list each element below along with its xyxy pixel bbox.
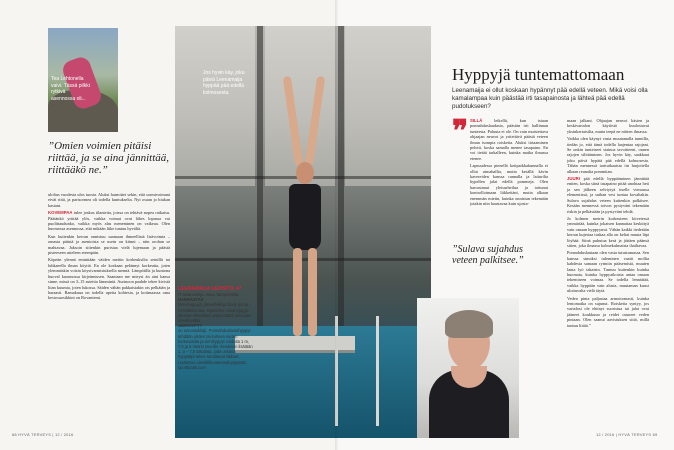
body-paragraph: Lapsuudessa pienellä kotipaikkakunnalla ei ollut uimahallia, mutta kesällä kävin kavereiden kanssa rannalla ja laiturilta hypellen jalat edellä pommeja. Olen harrastanut yleisurheilua ja tottunut kontrolloimaan liikkeitäni, mutta alkaan enemmän mietin, kuinka onnistun tekemään jotakin niin haastavaa kuin ujosta-: [470, 163, 548, 207]
diver-figure: [269, 76, 339, 338]
body-paragraph: Kun kuitenkin kerran onnistuu saamaan ihmeellistä lisävoimia – omasta päästä ja asentoista se usein on kiinni – niin orohan se mahtavaa. Jaksoin sittenkin puristaa vielä lujemaan ja päästä pisteeseen asteleen eteenpäin.: [48, 233, 170, 256]
body-paragraph: Vaikka olen käynyt vasta muutamalla tunnilla, tiedän jo, että tämä todella laajentaa rajojani. Se onkin tunteiseet siainoa tavoitteeni, onnen rajojen silittäminen. Jos hyvin käy, saakkaat joku päivä hypätä pää edellä kolmosesta. Tähän mennessä tarttuikaatsta iin harjoitella alkaan reunalta pommitan.: [567, 136, 649, 174]
body-paragraph: uloltus vuodesta ulos tuosta. Aluksi harmittei sekin, että sormivoimani eivät riitä, ja parisormea oli todella kuntukselta. Nyt osaan jo hiukan kasiani.: [48, 192, 170, 208]
lead-word: JUURI: [567, 176, 580, 182]
small-photo-caption: Tea Lehtonella vaivi. Tässä pilkki rytkivä asennossa oli...: [51, 76, 90, 102]
fact-box-text: IT-asiantuntija. Asuu Tampereella.: [178, 292, 240, 297]
right-pull-quote: ”Sulava sujahdus veteen palkitsee.”: [452, 244, 524, 266]
footer-right: 12 / 2016 | HYVÄ TERVEYS 69: [596, 432, 658, 437]
portrait-photo: [417, 298, 519, 438]
fact-box-text: Uimahyppyjä, ylevurhelluja body pump -ryhmäliikuntaa. Opettelee uimahyppyjä Mianam Mutalkam pöyanolättä sekuiden ohentuvaltta.: [178, 302, 252, 324]
lead-word: SILLÄ: [470, 118, 483, 123]
climbing-photo: [48, 28, 118, 132]
body-text: leikellä, kun istuan ponnahduslaudasta, päästän irti hallinnan tunteesta. Paluuta ei ole. On vain muistettava ohjaajan neuvot ja yritettävä päästä veteen ilman isompia roiskeita. Aluksi iirtaaminen pelotti, koska samalla menee tasapaino. En voi tietää tarkalleen, kuinka matka ilmassa etenee.: [470, 118, 548, 161]
fact-box-heading: UIMAHYPYT: [178, 323, 203, 329]
fact-box-text: Lisätietoa uimaliikkuuteemahyppyistä: sporttiraitti.com: [178, 359, 247, 370]
pool-photo-caption: Jos hyvin käy, joku päivä Leenamaija hyppää pää edellä kolmosesta.: [203, 70, 245, 96]
body-paragraph: Ponnahduslautaan olen vasta tutustumassa. Sen kanssa sinuiksi tuleminen vaatii mollta kahdesta samaan rytmiin pääsemistä, muuten lauta lyö takaisin. Tuntuu kuitenkin kuinka huomata, kuinka hyppyaikoista antaa omaan tekemiseen voimaa. Se todella lennättää, vaikka hyppään vain alusta, muutaman kuusi ulottuvalta vielä täytä.: [567, 250, 649, 294]
body-paragraph: [470, 118, 548, 161]
diver-arm: [305, 76, 325, 166]
right-body-column-2: [567, 118, 649, 424]
body-paragraph: maan jalkani. Ohjaajan neuvot käsien ja keskivartalon käytöstä kuulostavat yksinkertaisilta, mutta teepä ne niitten ilmassa.: [567, 118, 649, 134]
left-body-column: [48, 192, 170, 424]
body-paragraph: Veden pinta paljastaa armottomasti, kuinka lentomatka on sujunut. Roiskeita syntyy, jos vartalosi ole ehtinyt suoristua tai jalat ovat jääneet koukkuun ja reidet osuneet veden pintaan. Olen saanut aavistuksen siitä, millä tuntuu liitää.”: [567, 295, 649, 328]
body-paragraph: [567, 176, 649, 214]
body-paragraph: Jo kolmen metrin korkeuteen kiivetessä ymmärtää, kuinka jokaisen kannattaa keskittyä vain omaan hyppyynsä. Vähän kaikki tiedetään kerran kujertaa tuskaa alla on keltai muuta läpi löyhää. Siinä puhutua kesä ja jättäen päänsä sitten, joka ilmassa kolmekulmaista ihailtavaa.: [567, 215, 649, 248]
body-paragraph: Köpeän ylennä eminttään väiden meitin korkeuksilta seinillä tai luhkaeella ilman köyttä. En ole koskaan pelännyt korkeutta, joten ylemmäskin voisin köysivarmistuksella mennä. Lämpötilla ja kuntona huoval kuonnossa kirjeinnissen. Saantaan me mieyst än aini kansa sinne, missä on 3–15 asteitta lämmintä. Aurinoon paahde tekee kivistä liian kuumia, joten lukossa. Säiden vähän pakkaisiakin ois pelkäiän ja haraasti. Ramakuua on todella upeita kohtesia, ja kotimaassa oma kestosuosikkini on Rovaniemi.: [48, 257, 170, 301]
fact-box-text: on uonostukilají. Ponnahduslautohyppyt tehdään yhden tai kolmen metrin korkeudelta ja tornihyppyt voiduita 1 m, 7,5 ja 5 metrin tasoilla. Ilmaleinin lisätään 1, 3 – 7,5 takuitsta, joita uskana hyppääjä tekee taroittavat liikkeet.: [178, 328, 253, 360]
diver-leg: [308, 248, 317, 336]
page-gutter: [335, 0, 339, 450]
fact-box: [178, 286, 253, 370]
pool-photo: [175, 26, 431, 438]
right-body-column-1: [470, 118, 548, 240]
fact-box-heading: HARRASTAA: [178, 297, 204, 303]
diver-arm: [283, 76, 303, 166]
article-intro: Leenamaija ei ollut koskaan hypännyt pää edellä veteen. Mikä voisi olla kamalampaa kuin päästää irti tasapainosta ja lähteä pää edellä pudotukseen?: [452, 87, 648, 110]
footer-left: 68 HYVÄ TERVEYS | 12 / 2016: [12, 432, 74, 437]
diver-leg: [293, 248, 302, 336]
portrait-hair: [445, 310, 493, 338]
body-paragraph: [48, 210, 170, 232]
diver-head: [296, 162, 314, 184]
article-headline: Hyppyjä tuntemattomaan: [452, 65, 625, 84]
window-panel: [345, 26, 431, 186]
fact-box-name: LEENAMAIJA LEPISTÖ, 47: [178, 286, 242, 292]
body-text: tulee joskus tilanteita, joissa on tehtävä nopea ratkaisu. Päätänkö yrittää ylös, vaikka voimat ovat lähes lopussa vai puolittaudunko, vaikka myös alas meneminen on vaikeaa. Olen huomossa asennossa, että mikään liike tuntuu hyvältä.: [48, 210, 170, 232]
pool-ladder: [335, 316, 379, 426]
diver-swimsuit: [289, 184, 321, 250]
lead-word: KOVEMPAA: [48, 210, 73, 216]
body-text: pää edellä hyppääminen jännittää eniten, koska siinä tasapaino pitää unohtaa heti ja sen jälkeen selviytyä itselle vieraassa elementissä, ja suihan vesi tuntua kovaltakin. Sulava sujahdus veteen kuitenkin palkitsee. Kesään mennessä toivon pystyväni tekemään riskin ja pelkästään ja pystyväni tehdä.: [567, 176, 649, 214]
window-panel: [175, 26, 255, 186]
quote-mark-icon: ❞: [452, 115, 469, 148]
left-pull-quote: ”Omien voimien pitäisi riittää, ja se aina jännittää, riittääkö ne.”: [48, 140, 170, 176]
